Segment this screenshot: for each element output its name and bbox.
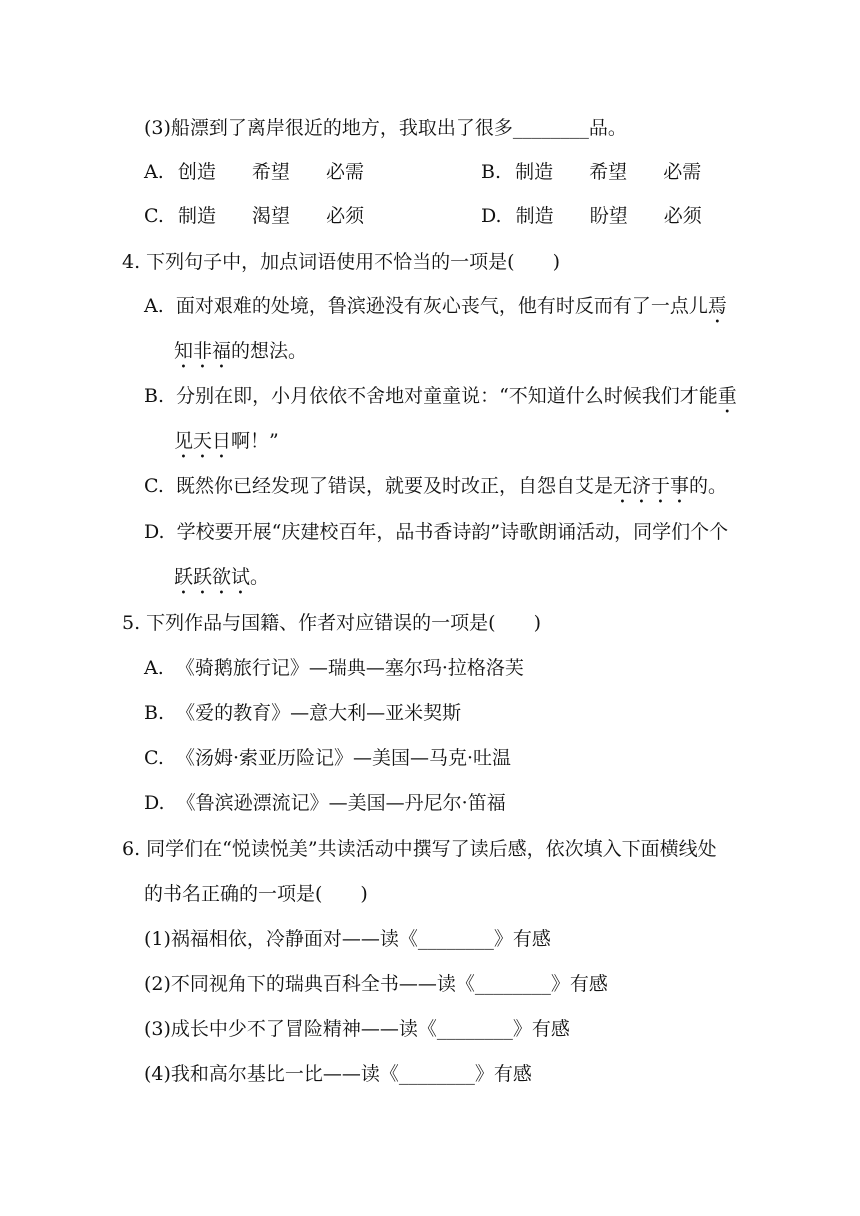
option-text: 学校要开展“庆建校百年，品书香诗韵”诗歌朗诵活动，同学们个个 [176,521,729,543]
option-letter: A. [144,295,164,317]
option-text: 啊！” [231,430,279,452]
dotted-word: 重 [717,385,737,407]
option-word-1: 制造 [515,161,554,183]
q5-option-c [144,746,511,770]
q4-option-c [144,474,727,508]
option-word-2: 希望 [589,161,628,183]
option-letter: C. [144,205,164,227]
option-word-1: 制造 [515,205,554,227]
q4-option-d-line2 [174,565,269,599]
option-word-2: 希望 [251,161,290,183]
option-letter: B. [144,385,165,407]
option-word-3: 必需 [663,161,702,183]
option-text: 的想法。 [231,340,308,362]
q4-option-a-line2 [174,339,307,373]
q3-option-b [481,160,701,184]
option-letter: C. [144,475,164,497]
dotted-word: 无济于事 [612,475,689,497]
option-text: 既然你已经发现了错误，就要及时改正，自怨自艾是 [175,475,613,497]
q4-option-b-line2 [174,429,279,463]
option-letter: B. [144,702,165,724]
q4-option-a-line1 [144,294,727,328]
q5-option-a [144,656,524,680]
q3-item3: (3)船漂到了离岸很近的地方，我取出了很多________品。 [144,117,627,139]
dotted-word: 见天日 [174,430,232,452]
option-word-3: 必须 [663,205,702,227]
option-letter: D. [144,792,165,814]
option-text: 的。 [688,475,727,497]
dotted-word: 知非福 [174,340,232,362]
dotted-word: 跃跃欲试 [174,566,251,588]
option-word-1: 制造 [177,205,216,227]
q3-option-c [144,204,364,228]
option-letter: A. [144,161,164,183]
option-text: 面对艰难的处境，鲁滨逊没有灰心丧气，他有时反而有了一点儿 [175,295,708,317]
q6-stem-line1: 6. 同学们在“悦读悦美”共读活动中撰写了读后感，依次填入下面横线处 [122,838,717,860]
option-letter: A. [144,657,164,679]
option-text: 《汤姆·索亚历险记》—美国—马克·吐温 [175,747,512,769]
option-text: 分别在即，小月依依不舍地对童童说：“不知道什么时候我们才能 [176,385,718,407]
option-letter: D. [144,521,165,543]
option-letter: D. [481,205,502,227]
option-text: 《爱的教育》—意大利—亚米契斯 [176,702,462,724]
q6-item-1: (1)祸福相依，冷静面对——读《________》有感 [144,928,551,950]
option-word-3: 必须 [326,205,365,227]
q5-stem: 5. 下列作品与国籍、作者对应错误的一项是( ) [122,612,541,634]
option-text: 《骑鹅旅行记》—瑞典—塞尔玛·拉格洛芙 [175,657,524,679]
q4-stem: 4. 下列句子中，加点词语使用不恰当的一项是( ) [122,251,560,273]
option-text: 《鲁滨逊漂流记》—美国—丹尼尔·笛福 [176,792,506,814]
q6-stem-line2: 的书名正确的一项是( ) [144,883,368,905]
option-word-1: 创造 [177,161,216,183]
option-letter: B. [481,161,502,183]
q6-item-4: (4)我和高尔基比一比——读《________》有感 [144,1063,532,1085]
q3-option-a [144,160,364,184]
q5-option-b [144,701,461,725]
q5-option-d [144,791,506,815]
q4-option-b-line1 [144,384,737,418]
option-text: 。 [250,566,270,588]
option-letter: C. [144,747,164,769]
q3-option-d [481,204,702,228]
option-word-3: 必需 [325,161,364,183]
dotted-word: 焉 [707,295,727,317]
q6-item-2: (2)不同视角下的瑞典百科全书——读《________》有感 [144,973,608,995]
option-word-2: 盼望 [589,205,628,227]
q4-option-d-line1 [144,520,728,544]
option-word-2: 渴望 [252,205,291,227]
q6-item-3: (3)成长中少不了冒险精神——读《________》有感 [144,1018,570,1040]
